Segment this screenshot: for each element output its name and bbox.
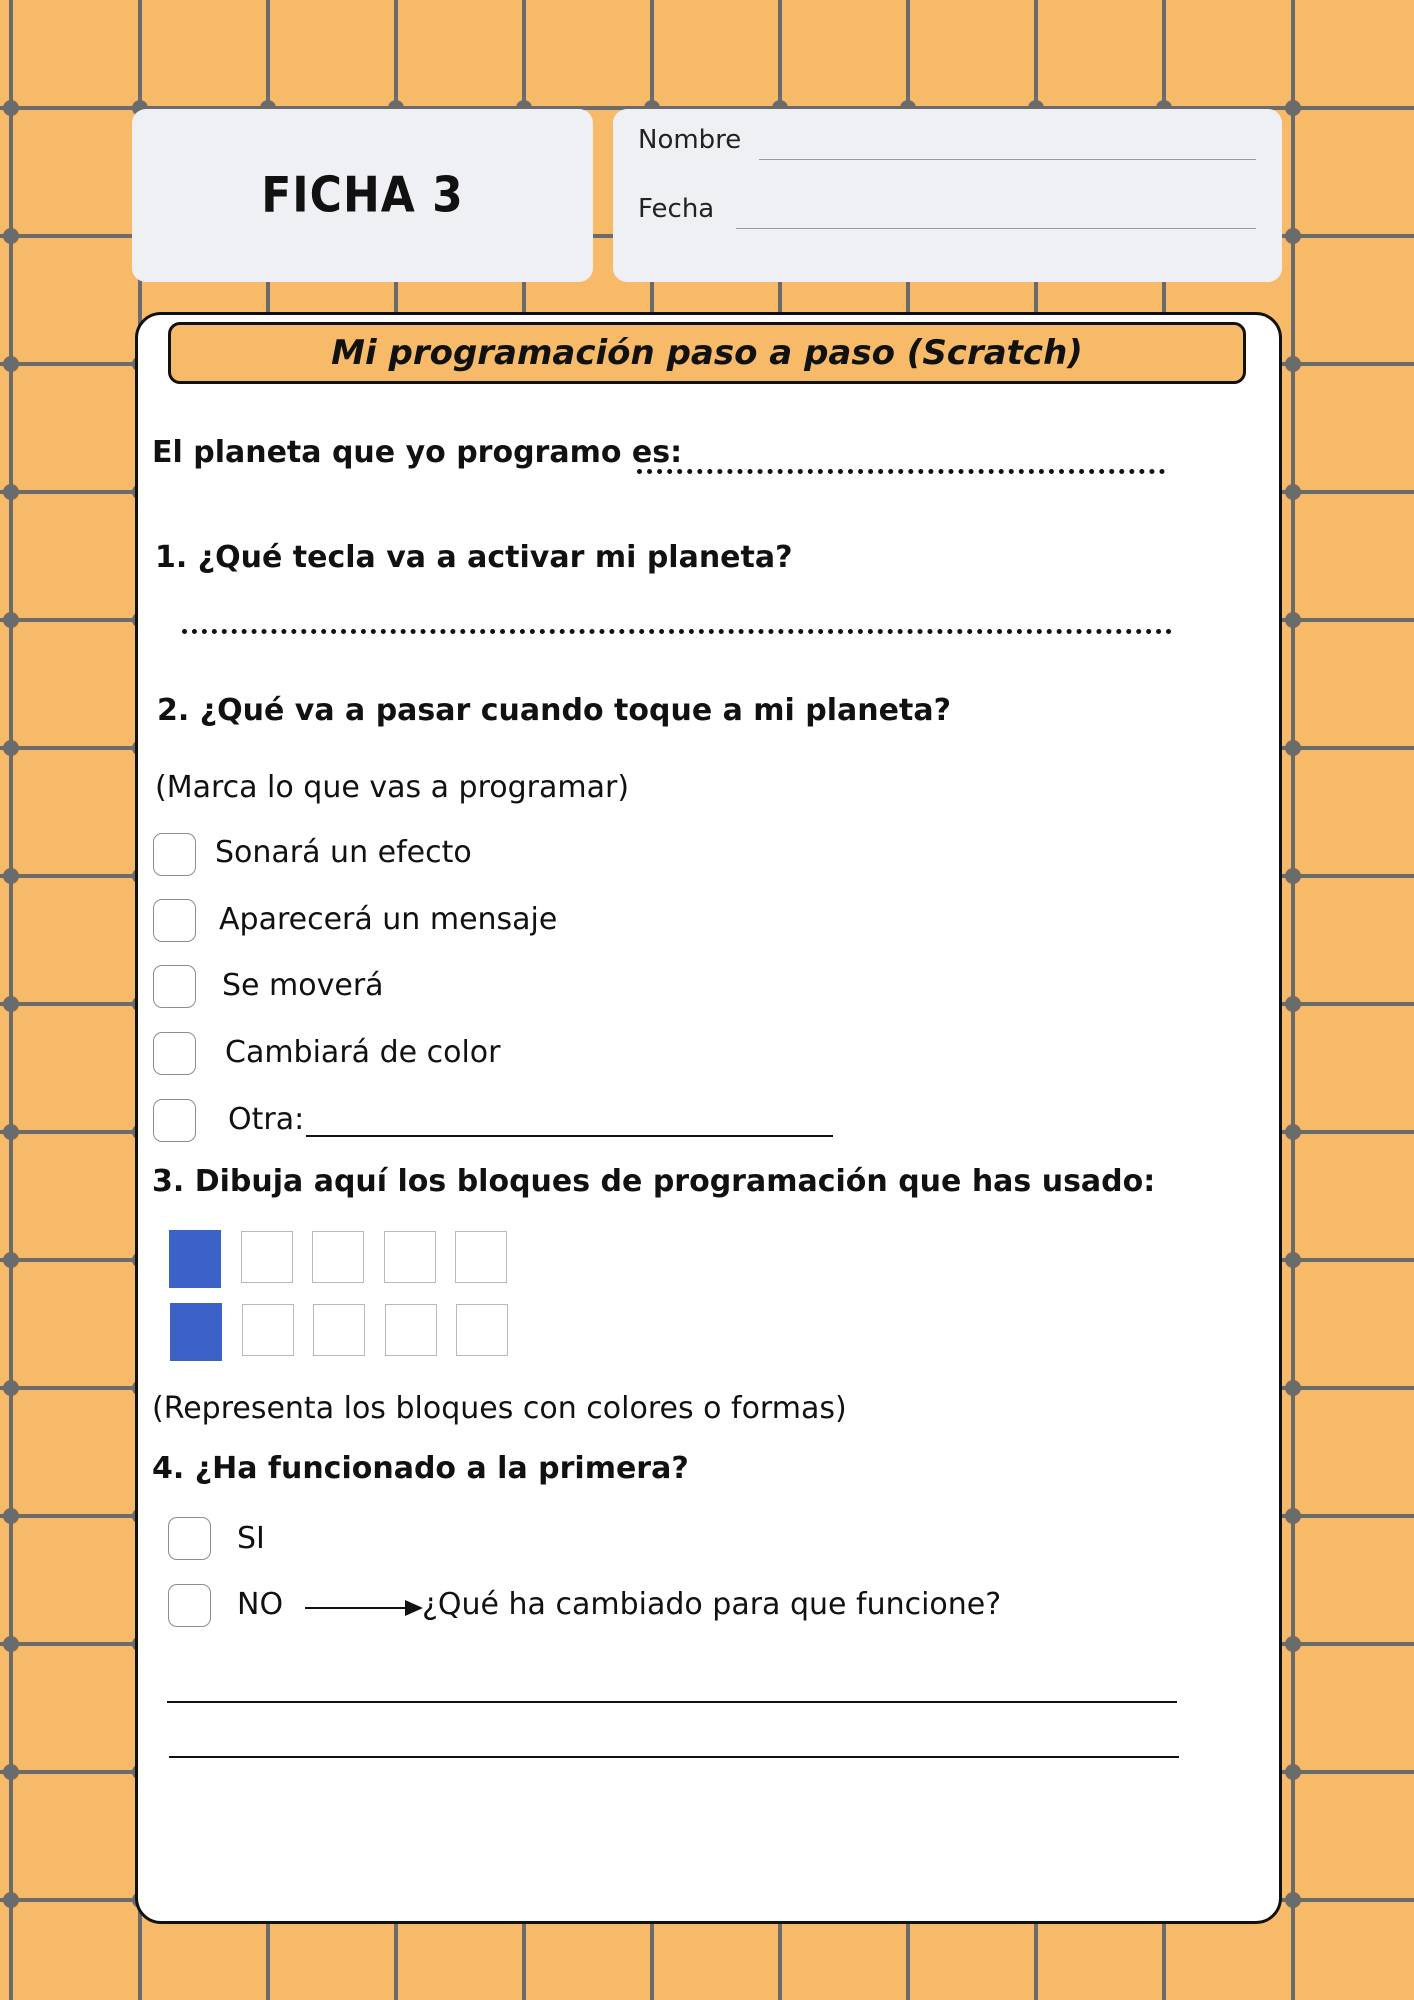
worksheet-header <box>168 322 1246 384</box>
question-4: 4. ¿Ha funcionado a la primera? <box>152 1451 689 1486</box>
worksheet-title: FICHA 3 <box>261 166 464 225</box>
planet-prompt: El planeta que yo programo es: <box>152 435 683 470</box>
option-change-color: Cambiará de color <box>225 1035 501 1070</box>
block-cell[interactable] <box>170 1303 222 1361</box>
option-sound-effect: Sonará un efecto <box>215 835 472 870</box>
block-cell[interactable] <box>384 1231 436 1283</box>
title-card <box>132 109 593 282</box>
question-3-note: (Representa los bloques con colores o formas) <box>152 1391 847 1426</box>
checkbox-move[interactable] <box>153 965 196 1008</box>
block-cell[interactable] <box>456 1304 508 1356</box>
block-cell[interactable] <box>313 1304 365 1356</box>
checkbox-change-color[interactable] <box>153 1032 196 1075</box>
other-answer-line[interactable] <box>306 1135 833 1137</box>
question-1-answer-line[interactable] <box>182 629 1172 634</box>
option-other: Otra: <box>228 1102 305 1137</box>
question-3: 3. Dibuja aquí los bloques de programación que has usado: <box>152 1164 1156 1199</box>
block-cell[interactable] <box>385 1304 437 1356</box>
student-info-card <box>613 109 1282 282</box>
block-cell[interactable] <box>312 1231 364 1283</box>
date-label: Fecha <box>638 194 715 224</box>
checkbox-no[interactable] <box>168 1584 211 1627</box>
option-move: Se moverá <box>222 968 384 1003</box>
block-cell[interactable] <box>242 1304 294 1356</box>
followup-answer-line-1[interactable] <box>167 1701 1177 1703</box>
question-4-followup: ¿Qué ha cambiado para que funcione? <box>422 1587 1002 1622</box>
option-message: Aparecerá un mensaje <box>219 902 558 937</box>
checkbox-message[interactable] <box>153 899 196 942</box>
option-no: NO <box>237 1587 284 1622</box>
checkbox-other[interactable] <box>153 1099 196 1142</box>
question-1: 1. ¿Qué tecla va a activar mi planeta? <box>155 540 793 575</box>
checkbox-yes[interactable] <box>168 1517 211 1560</box>
worksheet-heading: Mi programación paso a paso (Scratch) <box>331 333 1083 373</box>
date-field[interactable] <box>736 228 1256 229</box>
arrow-right-icon <box>305 1596 425 1620</box>
followup-answer-line-2[interactable] <box>169 1756 1179 1758</box>
name-field[interactable] <box>759 159 1256 160</box>
block-cell[interactable] <box>455 1231 507 1283</box>
question-2: 2. ¿Qué va a pasar cuando toque a mi planeta? <box>157 693 951 728</box>
question-2-hint: (Marca lo que vas a programar) <box>155 770 630 805</box>
planet-answer-line[interactable] <box>637 469 1165 474</box>
block-cell[interactable] <box>241 1231 293 1283</box>
name-label: Nombre <box>638 125 742 155</box>
block-cell[interactable] <box>169 1230 221 1288</box>
checkbox-sound-effect[interactable] <box>153 833 196 876</box>
option-yes: SI <box>237 1521 265 1556</box>
